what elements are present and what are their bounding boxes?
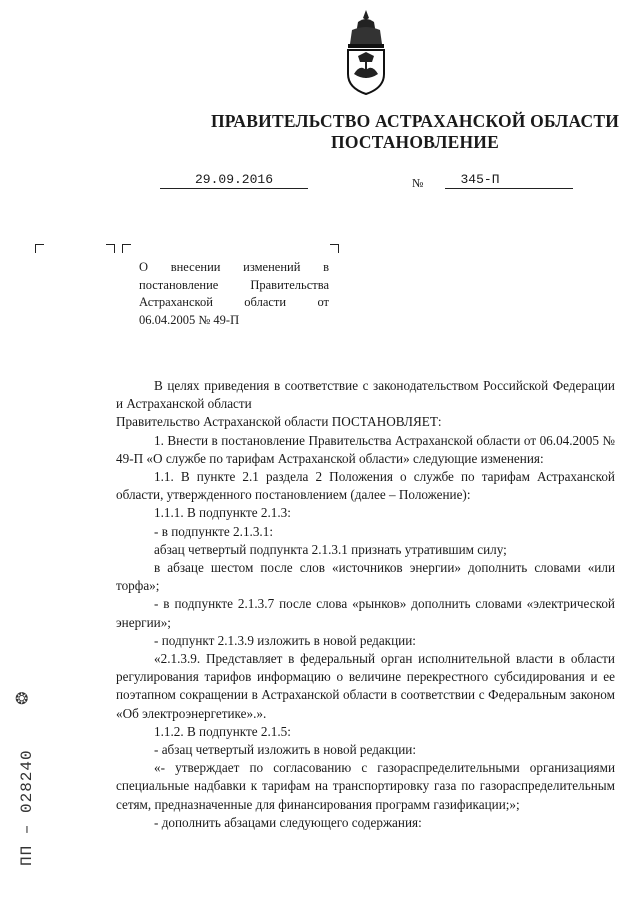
document-type-title: ПОСТАНОВЛЕНИЕ xyxy=(331,132,499,152)
coat-of-arms-emblem xyxy=(340,8,392,96)
side-mark: ❂ xyxy=(15,691,29,708)
date-underline xyxy=(160,188,308,189)
side-stamp-text: ПП – 028240 xyxy=(18,749,36,866)
paragraph-item-1-1-1: 1.1.1. В подпункте 2.1.3: xyxy=(154,505,291,521)
corner-mark-mid-right xyxy=(122,244,131,253)
paragraph-subitem-2-1-3-1: - в подпункте 2.1.3.1: xyxy=(154,523,273,539)
corner-mark-left xyxy=(35,244,44,253)
number-underline xyxy=(445,188,573,189)
number-sign: № xyxy=(412,176,424,190)
paragraph-resolves: Правительство Астраханской области ПОСТАНОВЛЯЕТ: xyxy=(116,414,442,430)
paragraph-abzats-4: абзац четвертый подпункта 2.1.3.1 признать утратившим силу; xyxy=(154,541,507,557)
paragraph-item-1-1-2: 1.1.2. В подпункте 2.1.5: xyxy=(154,723,291,739)
paragraph-item-1: 1. Внести в постановление Правительства Астраханской области от 06.04.2005 № 49-П «О службе по тарифам Астраханской области» следующие изменения: xyxy=(116,432,615,466)
paragraph-subitem-2-1-3-9: - подпункт 2.1.3.9 изложить в новой редакции: xyxy=(154,632,416,648)
side-stamp xyxy=(14,720,36,870)
corner-mark-right xyxy=(330,244,339,253)
corner-mark-mid-left xyxy=(106,244,115,253)
paragraph-abzats-6: в абзаце шестом после слов «источников энергии» дополнить словами «или торфа»; xyxy=(116,560,615,594)
paragraph-gas-tariffs: «- утверждает по согласованию с газораспределительными организациями специальные надбавки к тарифам на транспортировку газа по газораспределительным сетям, предназначенные для финансирования программ газификации;»; xyxy=(116,760,615,812)
paragraph-subitem-2-1-3-7: - в подпункте 2.1.3.7 после слова «рынков» дополнить словами «электрической энергии»; xyxy=(116,596,615,630)
paragraph-abzats-4-new: - абзац четвертый изложить в новой редакции: xyxy=(154,742,417,758)
document-date: 29.09.2016 xyxy=(194,172,273,187)
paragraph-supplement: - дополнить абзацами следующего содержания: xyxy=(154,814,422,830)
document-number: 345-П xyxy=(460,172,500,187)
paragraph-item-1-1: 1.1. В пункте 2.1 раздела 2 Положения о службе по тарифам Астраханской области, утвержденного постановлением (далее – Положение): xyxy=(116,469,615,503)
paragraph-new-2-1-3-9: «2.1.3.9. Представляет в федеральный орган исполнительной власти в области регулирования тарифов информацию о величине перекрестного субсидирования и ее поэтапном сокращении в Астраханской области в соответствии с Федеральным законом «Об электроэнергетике».». xyxy=(116,651,615,721)
document-body xyxy=(116,377,615,832)
document-subject: О внесении изменений в постановление Правительства Астраханской области от 06.04.2005 № 49-П xyxy=(139,260,329,327)
paragraph-preamble: В целях приведения в соответствие с законодательством Российской Федерации и Астраханской области xyxy=(116,378,615,412)
government-title: ПРАВИТЕЛЬСТВО АСТРАХАНСКОЙ ОБЛАСТИ xyxy=(210,111,620,131)
